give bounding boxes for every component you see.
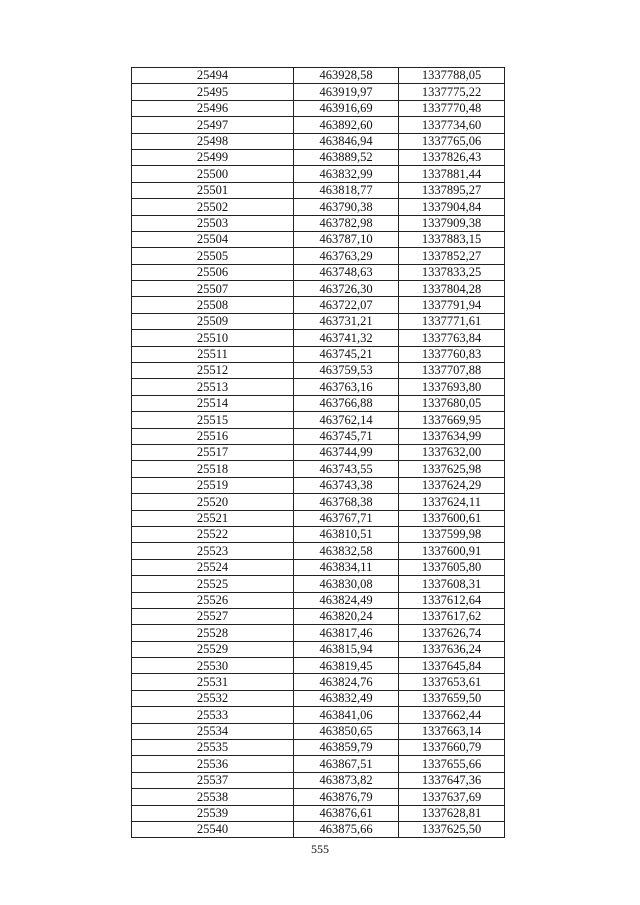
x-coordinate-cell: 463873,82 [294, 772, 399, 788]
y-coordinate-cell: 1337770,48 [399, 100, 505, 116]
x-coordinate-cell: 463846,94 [294, 133, 399, 149]
table-row [132, 363, 505, 379]
x-coordinate-cell: 463817,46 [294, 625, 399, 641]
table-row [132, 821, 505, 837]
x-coordinate-cell: 463876,79 [294, 789, 399, 805]
point-number-cell: 25521 [132, 510, 294, 526]
x-coordinate-cell: 463867,51 [294, 756, 399, 772]
coordinates-table [131, 67, 505, 838]
table-row [132, 412, 505, 428]
table-row [132, 494, 505, 510]
y-coordinate-cell: 1337734,60 [399, 117, 505, 133]
y-coordinate-cell: 1337626,74 [399, 625, 505, 641]
point-number-cell: 25527 [132, 608, 294, 624]
point-number-cell: 25531 [132, 674, 294, 690]
point-number-cell: 25535 [132, 740, 294, 756]
coordinates-table-body [132, 68, 505, 838]
y-coordinate-cell: 1337625,98 [399, 461, 505, 477]
x-coordinate-cell: 463832,58 [294, 543, 399, 559]
y-coordinate-cell: 1337605,80 [399, 559, 505, 575]
point-number-cell: 25536 [132, 756, 294, 772]
table-row [132, 625, 505, 641]
y-coordinate-cell: 1337760,83 [399, 346, 505, 362]
table-row [132, 772, 505, 788]
x-coordinate-cell: 463928,58 [294, 68, 399, 84]
table-row [132, 756, 505, 772]
table-row [132, 510, 505, 526]
point-number-cell: 25529 [132, 641, 294, 657]
x-coordinate-cell: 463916,69 [294, 100, 399, 116]
table-row [132, 330, 505, 346]
y-coordinate-cell: 1337788,05 [399, 68, 505, 84]
point-number-cell: 25509 [132, 313, 294, 329]
y-coordinate-cell: 1337791,94 [399, 297, 505, 313]
x-coordinate-cell: 463876,61 [294, 805, 399, 821]
table-row [132, 149, 505, 165]
x-coordinate-cell: 463815,94 [294, 641, 399, 657]
point-number-cell: 25516 [132, 428, 294, 444]
point-number-cell: 25519 [132, 477, 294, 493]
x-coordinate-cell: 463841,06 [294, 707, 399, 723]
table-row [132, 805, 505, 821]
y-coordinate-cell: 1337617,62 [399, 608, 505, 624]
x-coordinate-cell: 463892,60 [294, 117, 399, 133]
y-coordinate-cell: 1337636,24 [399, 641, 505, 657]
point-number-cell: 25534 [132, 723, 294, 739]
x-coordinate-cell: 463787,10 [294, 231, 399, 247]
table-row [132, 789, 505, 805]
y-coordinate-cell: 1337852,27 [399, 248, 505, 264]
table-row [132, 84, 505, 100]
table-row [132, 723, 505, 739]
y-coordinate-cell: 1337826,43 [399, 149, 505, 165]
table-row [132, 395, 505, 411]
x-coordinate-cell: 463889,52 [294, 149, 399, 165]
point-number-cell: 25538 [132, 789, 294, 805]
table-row [132, 641, 505, 657]
point-number-cell: 25507 [132, 281, 294, 297]
point-number-cell: 25498 [132, 133, 294, 149]
point-number-cell: 25499 [132, 149, 294, 165]
y-coordinate-cell: 1337600,61 [399, 510, 505, 526]
y-coordinate-cell: 1337624,29 [399, 477, 505, 493]
point-number-cell: 25514 [132, 395, 294, 411]
point-number-cell: 25505 [132, 248, 294, 264]
y-coordinate-cell: 1337599,98 [399, 526, 505, 542]
table-row [132, 313, 505, 329]
table-row [132, 658, 505, 674]
table-row [132, 444, 505, 460]
point-number-cell: 25511 [132, 346, 294, 362]
x-coordinate-cell: 463741,32 [294, 330, 399, 346]
table-row [132, 559, 505, 575]
x-coordinate-cell: 463790,38 [294, 199, 399, 215]
y-coordinate-cell: 1337653,61 [399, 674, 505, 690]
x-coordinate-cell: 463759,53 [294, 363, 399, 379]
point-number-cell: 25522 [132, 526, 294, 542]
y-coordinate-cell: 1337669,95 [399, 412, 505, 428]
point-number-cell: 25517 [132, 444, 294, 460]
y-coordinate-cell: 1337634,99 [399, 428, 505, 444]
point-number-cell: 25530 [132, 658, 294, 674]
point-number-cell: 25532 [132, 690, 294, 706]
x-coordinate-cell: 463726,30 [294, 281, 399, 297]
point-number-cell: 25533 [132, 707, 294, 723]
x-coordinate-cell: 463818,77 [294, 182, 399, 198]
x-coordinate-cell: 463782,98 [294, 215, 399, 231]
y-coordinate-cell: 1337833,25 [399, 264, 505, 280]
y-coordinate-cell: 1337632,00 [399, 444, 505, 460]
y-coordinate-cell: 1337804,28 [399, 281, 505, 297]
point-number-cell: 25502 [132, 199, 294, 215]
x-coordinate-cell: 463824,76 [294, 674, 399, 690]
table-row [132, 133, 505, 149]
table-row [132, 166, 505, 182]
x-coordinate-cell: 463819,45 [294, 658, 399, 674]
y-coordinate-cell: 1337600,91 [399, 543, 505, 559]
x-coordinate-cell: 463919,97 [294, 84, 399, 100]
y-coordinate-cell: 1337659,50 [399, 690, 505, 706]
x-coordinate-cell: 463830,08 [294, 576, 399, 592]
x-coordinate-cell: 463824,49 [294, 592, 399, 608]
x-coordinate-cell: 463748,63 [294, 264, 399, 280]
point-number-cell: 25528 [132, 625, 294, 641]
point-number-cell: 25524 [132, 559, 294, 575]
table-row [132, 248, 505, 264]
x-coordinate-cell: 463743,38 [294, 477, 399, 493]
y-coordinate-cell: 1337763,84 [399, 330, 505, 346]
point-number-cell: 25513 [132, 379, 294, 395]
x-coordinate-cell: 463834,11 [294, 559, 399, 575]
table-row [132, 231, 505, 247]
point-number-cell: 25523 [132, 543, 294, 559]
table-row [132, 592, 505, 608]
point-number-cell: 25497 [132, 117, 294, 133]
x-coordinate-cell: 463850,65 [294, 723, 399, 739]
x-coordinate-cell: 463763,16 [294, 379, 399, 395]
point-number-cell: 25539 [132, 805, 294, 821]
table-row [132, 346, 505, 362]
table-row [132, 199, 505, 215]
y-coordinate-cell: 1337765,06 [399, 133, 505, 149]
point-number-cell: 25500 [132, 166, 294, 182]
y-coordinate-cell: 1337707,88 [399, 363, 505, 379]
x-coordinate-cell: 463859,79 [294, 740, 399, 756]
y-coordinate-cell: 1337663,14 [399, 723, 505, 739]
x-coordinate-cell: 463745,21 [294, 346, 399, 362]
y-coordinate-cell: 1337881,44 [399, 166, 505, 182]
point-number-cell: 25512 [132, 363, 294, 379]
y-coordinate-cell: 1337680,05 [399, 395, 505, 411]
x-coordinate-cell: 463875,66 [294, 821, 399, 837]
y-coordinate-cell: 1337771,61 [399, 313, 505, 329]
x-coordinate-cell: 463745,71 [294, 428, 399, 444]
table-row [132, 428, 505, 444]
table-row [132, 117, 505, 133]
x-coordinate-cell: 463832,49 [294, 690, 399, 706]
page-number: 555 [311, 842, 329, 856]
table-row [132, 68, 505, 84]
point-number-cell: 25503 [132, 215, 294, 231]
y-coordinate-cell: 1337662,44 [399, 707, 505, 723]
y-coordinate-cell: 1337655,66 [399, 756, 505, 772]
y-coordinate-cell: 1337909,38 [399, 215, 505, 231]
y-coordinate-cell: 1337637,69 [399, 789, 505, 805]
point-number-cell: 25525 [132, 576, 294, 592]
y-coordinate-cell: 1337608,31 [399, 576, 505, 592]
table-row [132, 100, 505, 116]
x-coordinate-cell: 463744,99 [294, 444, 399, 460]
y-coordinate-cell: 1337612,64 [399, 592, 505, 608]
table-row [132, 608, 505, 624]
y-coordinate-cell: 1337660,79 [399, 740, 505, 756]
point-number-cell: 25515 [132, 412, 294, 428]
table-row [132, 215, 505, 231]
point-number-cell: 25508 [132, 297, 294, 313]
table-row [132, 576, 505, 592]
table-row [132, 526, 505, 542]
point-number-cell: 25510 [132, 330, 294, 346]
point-number-cell: 25504 [132, 231, 294, 247]
point-number-cell: 25501 [132, 182, 294, 198]
y-coordinate-cell: 1337693,80 [399, 379, 505, 395]
table-row [132, 690, 505, 706]
y-coordinate-cell: 1337895,27 [399, 182, 505, 198]
point-number-cell: 25518 [132, 461, 294, 477]
y-coordinate-cell: 1337904,84 [399, 199, 505, 215]
y-coordinate-cell: 1337775,22 [399, 84, 505, 100]
y-coordinate-cell: 1337645,84 [399, 658, 505, 674]
x-coordinate-cell: 463731,21 [294, 313, 399, 329]
point-number-cell: 25520 [132, 494, 294, 510]
x-coordinate-cell: 463763,29 [294, 248, 399, 264]
point-number-cell: 25496 [132, 100, 294, 116]
x-coordinate-cell: 463768,38 [294, 494, 399, 510]
point-number-cell: 25495 [132, 84, 294, 100]
table-row [132, 674, 505, 690]
x-coordinate-cell: 463762,14 [294, 412, 399, 428]
table-row [132, 707, 505, 723]
table-row [132, 477, 505, 493]
x-coordinate-cell: 463767,71 [294, 510, 399, 526]
point-number-cell: 25526 [132, 592, 294, 608]
point-number-cell: 25537 [132, 772, 294, 788]
table-row [132, 297, 505, 313]
point-number-cell: 25494 [132, 68, 294, 84]
x-coordinate-cell: 463820,24 [294, 608, 399, 624]
x-coordinate-cell: 463832,99 [294, 166, 399, 182]
x-coordinate-cell: 463810,51 [294, 526, 399, 542]
x-coordinate-cell: 463743,55 [294, 461, 399, 477]
y-coordinate-cell: 1337628,81 [399, 805, 505, 821]
table-row [132, 461, 505, 477]
table-row [132, 379, 505, 395]
table-row [132, 182, 505, 198]
table-row [132, 740, 505, 756]
y-coordinate-cell: 1337625,50 [399, 821, 505, 837]
y-coordinate-cell: 1337647,36 [399, 772, 505, 788]
table-row [132, 543, 505, 559]
y-coordinate-cell: 1337883,15 [399, 231, 505, 247]
table-row [132, 264, 505, 280]
table-row [132, 281, 505, 297]
point-number-cell: 25540 [132, 821, 294, 837]
y-coordinate-cell: 1337624,11 [399, 494, 505, 510]
x-coordinate-cell: 463722,07 [294, 297, 399, 313]
x-coordinate-cell: 463766,88 [294, 395, 399, 411]
point-number-cell: 25506 [132, 264, 294, 280]
